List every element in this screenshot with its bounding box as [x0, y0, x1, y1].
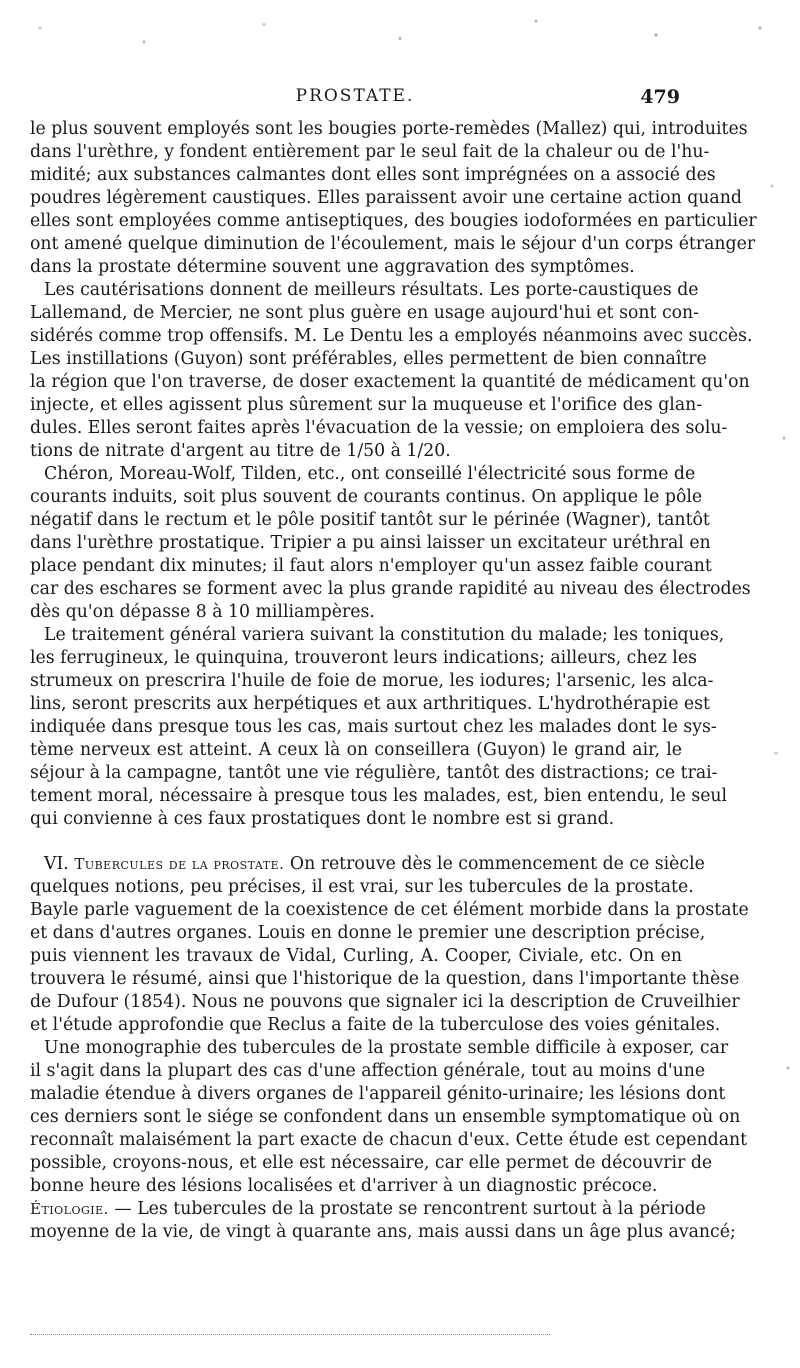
footer-dotted-rule: [30, 1334, 550, 1335]
scan-noise-top: [0, 0, 800, 70]
scan-noise-edge: [760, 60, 800, 1320]
etiologie-heading-line: Étiologie. — Les tubercules de la prostate se rencontrent surtout à la période: [30, 1199, 706, 1219]
page-number: 479: [640, 86, 680, 108]
text-line: qui convienne à ces faux prostatiques dont le nombre est si grand.: [30, 809, 615, 829]
text-line: indiquée dans presque tous les cas, mais surtout chez les malades dont le sys-: [30, 717, 717, 737]
text-line: place pendant dix minutes; il faut alors n'employer qu'un assez faible courant: [30, 556, 712, 576]
text-line: Les instillations (Guyon) sont préférables, elles permettent de bien connaître: [30, 349, 707, 369]
text-line: dans la prostate détermine souvent une aggravation des symptômes.: [30, 257, 635, 277]
paragraph-traitement-general: [30, 624, 728, 831]
section-first-line: On retrouve dès le commencement de ce siècle: [289, 854, 705, 874]
text-line: et l'étude approfondie que Reclus a faite de la tuberculose des voies génitales.: [30, 1015, 721, 1035]
text-line: négatif dans le rectum et le pôle positif tantôt sur le périnée (Wagner), tantôt: [30, 510, 710, 530]
text-line: injecte, et elles agissent plus sûrement sur la muqueuse et l'orifice des glan-: [30, 395, 703, 415]
text-line: trouvera le résumé, ainsi que l'historique de la question, dans l'importante thèse: [30, 969, 740, 989]
text-line: dans l'urèthre prostatique. Tripier a pu ainsi laisser un excitateur uréthral en: [30, 533, 711, 553]
section-heading-line: [30, 853, 705, 876]
text-line: strumeux on prescrira l'huile de foie de morue, les iodures; l'arsenic, les alca-: [30, 671, 714, 691]
text-line: Le traitement général variera suivant la constitution du malade; les toniques,: [44, 625, 725, 645]
etiologie-first-line: Les tubercules de la prostate se rencontrent surtout à la période: [137, 1199, 706, 1219]
text-line: Lallemand, de Mercier, ne sont plus guère en usage aujourd'hui et sont con-: [30, 303, 700, 323]
text-line: sidérés comme trop offensifs. M. Le Dentu les a employés néanmoins avec succès.: [30, 326, 753, 346]
paragraph-etiologie: [30, 1198, 736, 1244]
text-line: Chéron, Moreau-Wolf, Tilden, etc., ont conseillé l'électricité sous forme de: [44, 464, 696, 484]
text-line: Une monographie des tubercules de la prostate semble difficile à exposer, car: [44, 1038, 729, 1058]
text-line: maladie étendue à divers organes de l'appareil génito-urinaire; les lésions dont: [30, 1084, 726, 1104]
text-line: tement moral, nécessaire à presque tous les malades, est, bien entendu, le seul: [30, 786, 728, 806]
text-line: ces derniers sont le siége se confondent dans un ensemble symptomatique où on: [30, 1107, 741, 1127]
section-gap: [30, 831, 682, 853]
text-line: car des eschares se forment avec la plus grande rapidité au niveau des électrodes: [30, 579, 751, 599]
text-line: et dans d'autres organes. Louis en donne le premier une description précise,: [30, 923, 706, 943]
text-line: il s'agit dans la plupart des cas d'une affection générale, tout au moins d'une: [30, 1061, 706, 1081]
text-line: tème nerveux est atteint. A ceux là on conseillera (Guyon) le grand air, le: [30, 740, 682, 760]
text-line: le plus souvent employés sont les bougies porte-remèdes (Mallez) qui, introduites: [30, 119, 748, 139]
section-heading: Tubercules de la prostate.: [74, 855, 285, 873]
text-line: dans l'urèthre, y fondent entièrement par le seul fait de la chaleur ou de l'hu-: [30, 142, 710, 162]
text-line: courants induits, soit plus souvent de courants continus. On applique le pôle: [30, 487, 703, 507]
text-line: Les cautérisations donnent de meilleurs résultats. Les porte-caustiques de: [44, 280, 699, 300]
text-line: reconnaît malaisément la part exacte de chacun d'eux. Cette étude est cependant: [30, 1130, 748, 1150]
text-line: quelques notions, peu précises, il est vrai, sur les tubercules de la prostate.: [30, 877, 694, 897]
section-number: VI.: [44, 854, 69, 874]
text-line: ont amené quelque diminution de l'écoulement, mais le séjour d'un corps étranger: [30, 234, 756, 254]
text-line: elles sont employées comme antiseptiques, des bougies iodoformées en particulier: [30, 211, 757, 231]
text-line: de Dufour (1854). Nous ne pouvons que signaler ici la description de Cruveilhier: [30, 992, 740, 1012]
paragraph-bougies: [30, 118, 757, 279]
text-line: séjour à la campagne, tantôt une vie régulière, tantôt des distractions; ce trai-: [30, 763, 718, 783]
page-header: [30, 86, 680, 110]
running-head: PROSTATE.: [295, 86, 415, 106]
text-line: dès qu'on dépasse 8 à 10 milliampères.: [30, 602, 375, 622]
text-line: dules. Elles seront faites après l'évacuation de la vessie; on emploiera des solu-: [30, 418, 728, 438]
text-line: puis viennent les travaux de Vidal, Curling, A. Cooper, Civiale, etc. On en: [30, 946, 682, 966]
text-line: tions de nitrate d'argent au titre de 1/50 à 1/20.: [30, 441, 451, 461]
text-line: Bayle parle vaguement de la coexistence de cet élément morbide dans la prostate: [30, 900, 749, 920]
paragraph-electricite: [30, 463, 751, 624]
etiologie-heading: Étiologie.: [30, 1200, 109, 1218]
text-line: lins, seront prescrits aux herpétiques et aux arthritiques. L'hydrothérapie est: [30, 694, 710, 714]
text-line: moyenne de la vie, de vingt à quarante ans, mais aussi dans un âge plus avancé;: [30, 1222, 736, 1242]
text-line: les ferrugineux, le quinquina, trouveront leurs indications; ailleurs, chez les: [30, 648, 697, 668]
text-line: la région que l'on traverse, de doser exactement la quantité de médicament qu'on: [30, 372, 750, 392]
text-line: poudres légèrement caustiques. Elles paraissent avoir une certaine action quand: [30, 188, 742, 208]
section-tubercules: [30, 853, 749, 1037]
text-line: possible, croyons-nous, et elle est nécessaire, car elle permet de découvrir de: [30, 1153, 713, 1173]
text-line: bonne heure des lésions localisées et d'arriver à un diagnostic précoce.: [30, 1176, 658, 1196]
paragraph-cauterisations: [30, 279, 753, 463]
body-text: [30, 118, 757, 1244]
text-line: midité; aux substances calmantes dont elles sont imprégnées on a associé des: [30, 165, 716, 185]
paragraph-monographie: [30, 1037, 748, 1198]
